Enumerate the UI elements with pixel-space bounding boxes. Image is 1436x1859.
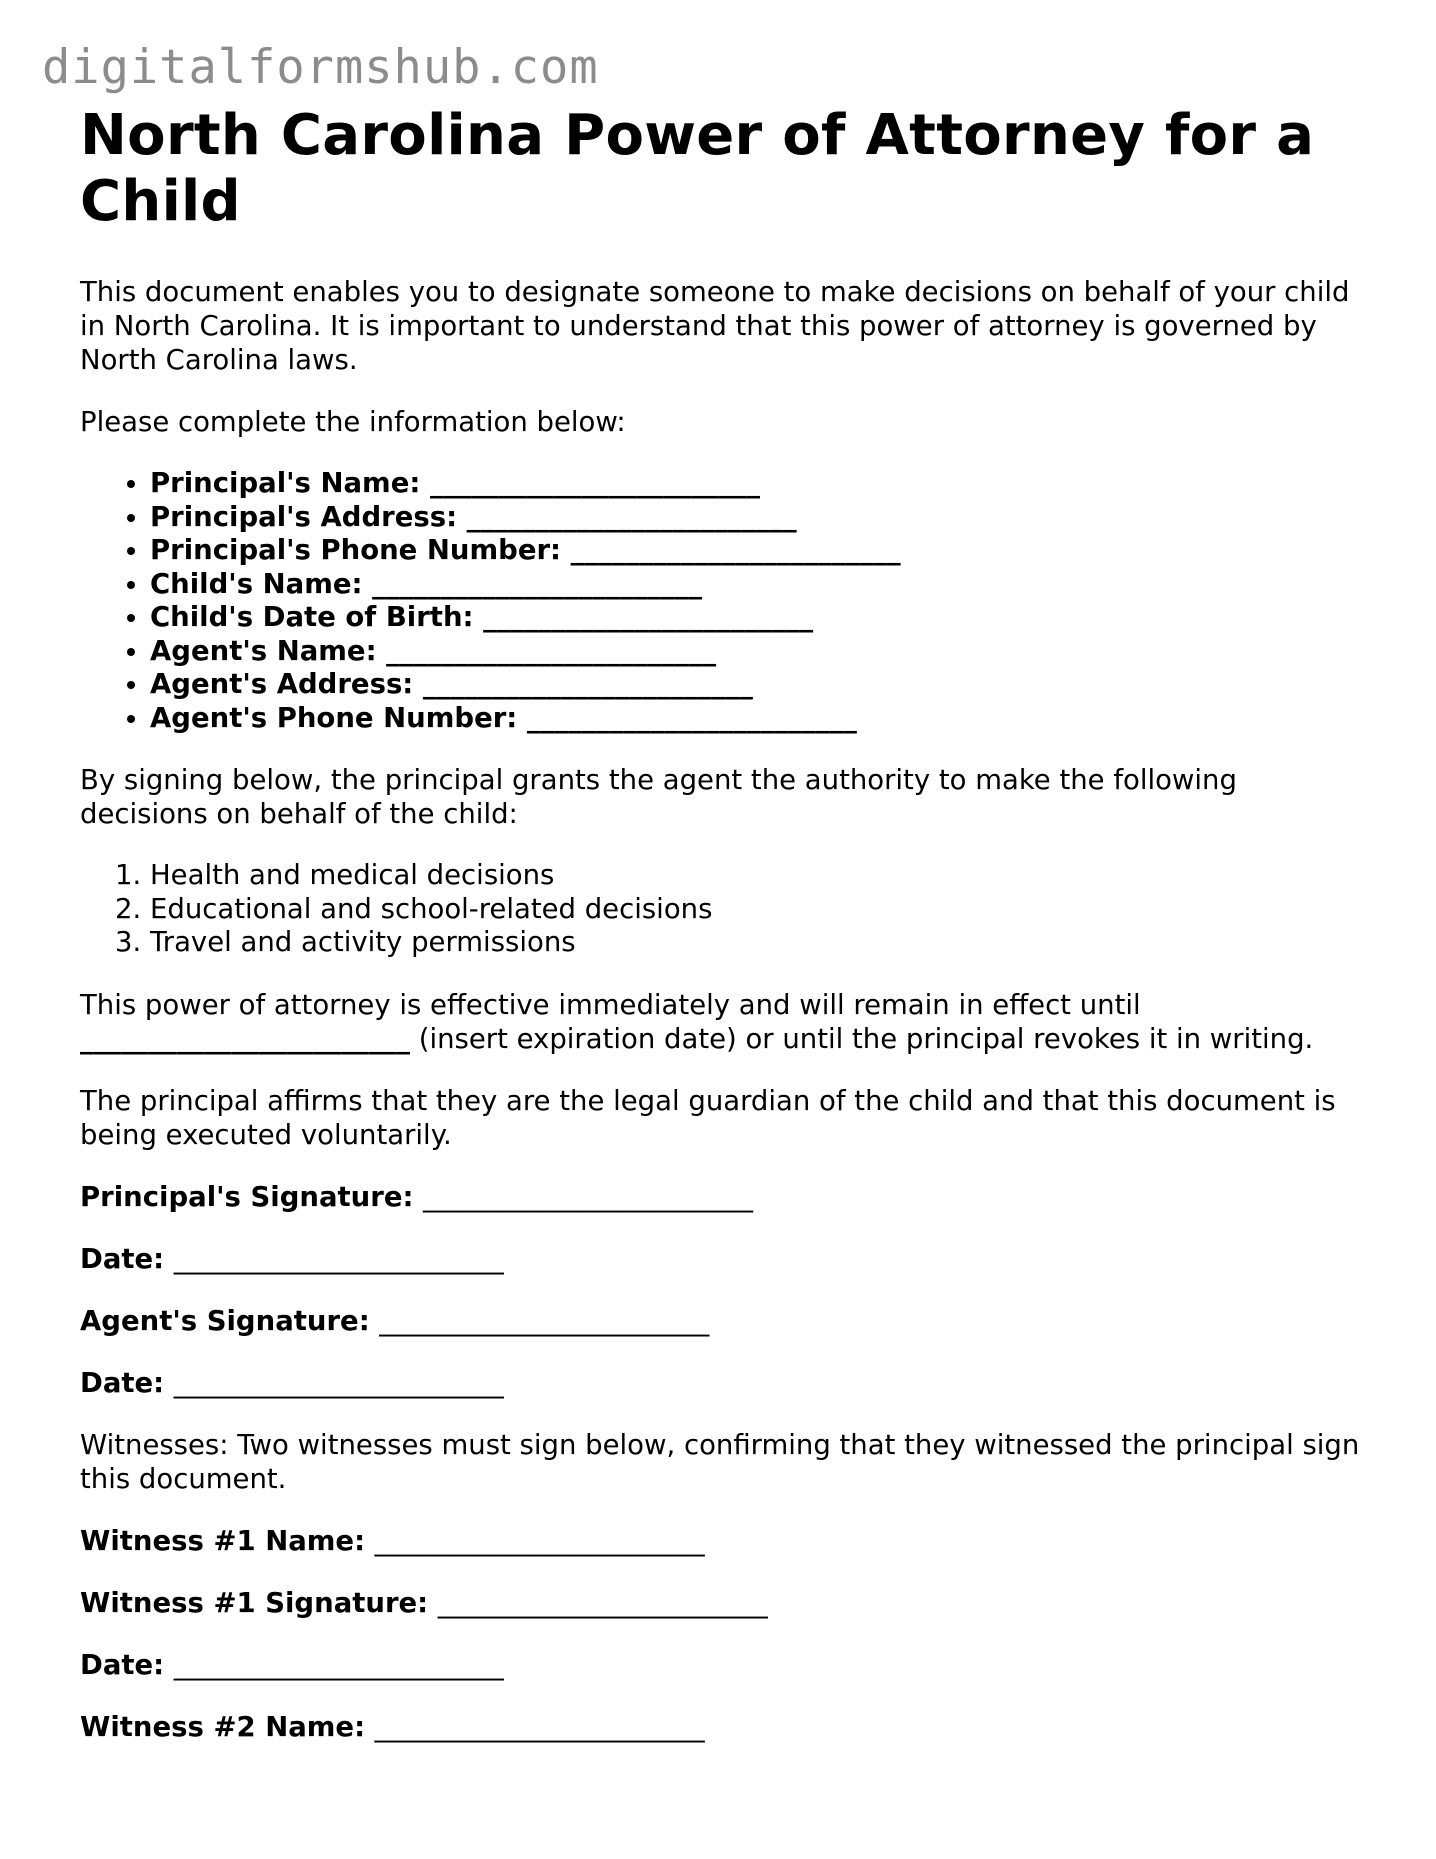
effective-text-start: This power of attorney is effective immediately and will remain in effect until — [80, 988, 1141, 1021]
fill-in-line[interactable]: ________________________ — [526, 701, 857, 734]
fill-in-line[interactable]: ________________________ — [372, 567, 703, 600]
fill-in-line[interactable]: ________________________ — [423, 1180, 754, 1213]
powers-list — [80, 859, 1370, 960]
fill-in-line[interactable]: ________________________ — [429, 467, 760, 499]
field-principal-name[interactable] — [150, 467, 1370, 501]
power-item: 1. Health and medical decisions — [150, 859, 1370, 893]
agent-date-line[interactable] — [80, 1366, 1370, 1400]
field-label: Principal's Name: — [150, 467, 421, 499]
witness1-name-line[interactable] — [80, 1524, 1370, 1558]
fill-in-line[interactable]: ________________________ — [466, 500, 797, 533]
witness2-name-line[interactable] — [80, 1710, 1370, 1744]
affirmation-paragraph: The principal affirms that they are the legal guardian of the child and that this document is being executed voluntarily. — [80, 1084, 1336, 1151]
intro-paragraph: This document enables you to designate someone to make decisions on behalf of your child in North Carolina. It is important to understand that this power of attorney is governed by North Carolina laws. — [80, 276, 1350, 376]
signature-label: Date: — [80, 1242, 165, 1275]
field-label: Child's Name: — [150, 567, 363, 600]
agent-signature-line[interactable] — [80, 1304, 1370, 1338]
signature-label: Witness #1 Name: — [80, 1524, 366, 1557]
field-agent-name[interactable] — [150, 635, 1370, 669]
expiration-date-line[interactable]: ________________________ — [80, 1022, 410, 1055]
field-label: Principal's Address: — [150, 500, 458, 533]
document-body — [80, 103, 1370, 1744]
witness1-signature-line[interactable] — [80, 1586, 1370, 1620]
fill-in-line[interactable]: ________________________ — [483, 601, 814, 633]
fill-in-line[interactable]: ________________________ — [437, 1586, 768, 1619]
field-agent-address[interactable] — [150, 668, 1370, 702]
signature-label: Date: — [80, 1648, 165, 1681]
information-fields-list — [80, 467, 1370, 735]
site-watermark: digitalformshub.com — [42, 40, 599, 95]
signature-label: Witness #1 Signature: — [80, 1586, 429, 1619]
principal-date-line[interactable] — [80, 1242, 1370, 1276]
instruction-text: Please complete the information below: — [80, 406, 626, 438]
power-item: 2. Educational and school-related decisions — [150, 893, 1370, 927]
authority-paragraph: By signing below, the principal grants the agent the authority to make the following decisions on behalf of the child: — [80, 764, 1237, 830]
signature-label: Witness #2 Name: — [80, 1710, 366, 1743]
field-label: Agent's Address: — [150, 668, 414, 700]
fill-in-line[interactable]: ________________________ — [374, 1710, 705, 1743]
effective-paragraph — [80, 988, 1370, 1056]
power-item: 3. Travel and activity permissions — [150, 926, 1370, 960]
field-child-name[interactable] — [150, 568, 1370, 602]
fill-in-line[interactable]: ________________________ — [379, 1304, 710, 1337]
witness-instruction: Witnesses: Two witnesses must sign below, confirming that they witnessed the principal sign this document. — [80, 1428, 1360, 1495]
fill-in-line[interactable]: ________________________ — [570, 534, 901, 566]
field-principal-address[interactable] — [150, 501, 1370, 535]
fill-in-line[interactable]: ________________________ — [173, 1242, 504, 1275]
principal-signature-line[interactable] — [80, 1180, 1370, 1214]
field-label: Agent's Phone Number: — [150, 701, 518, 734]
fill-in-line[interactable]: ________________________ — [386, 634, 717, 667]
fill-in-line[interactable]: ________________________ — [173, 1648, 504, 1681]
signature-label: Date: — [80, 1366, 165, 1399]
effective-text-end: (insert expiration date) or until the principal revokes it in writing. — [418, 1022, 1314, 1055]
signature-label: Principal's Signature: — [80, 1180, 414, 1213]
field-principal-phone[interactable] — [150, 534, 1370, 568]
field-label: Agent's Name: — [150, 634, 377, 667]
fill-in-line[interactable]: ________________________ — [374, 1524, 705, 1557]
document-title: North Carolina Power of Attorney for a Child — [80, 103, 1315, 234]
field-label: Child's Date of Birth: — [150, 601, 474, 633]
field-child-dob[interactable] — [150, 601, 1370, 635]
fill-in-line[interactable]: ________________________ — [173, 1366, 504, 1399]
field-label: Principal's Phone Number: — [150, 534, 562, 566]
witness1-date-line[interactable] — [80, 1648, 1370, 1682]
fill-in-line[interactable]: ________________________ — [422, 668, 753, 700]
field-agent-phone[interactable] — [150, 702, 1370, 736]
signature-label: Agent's Signature: — [80, 1304, 370, 1337]
